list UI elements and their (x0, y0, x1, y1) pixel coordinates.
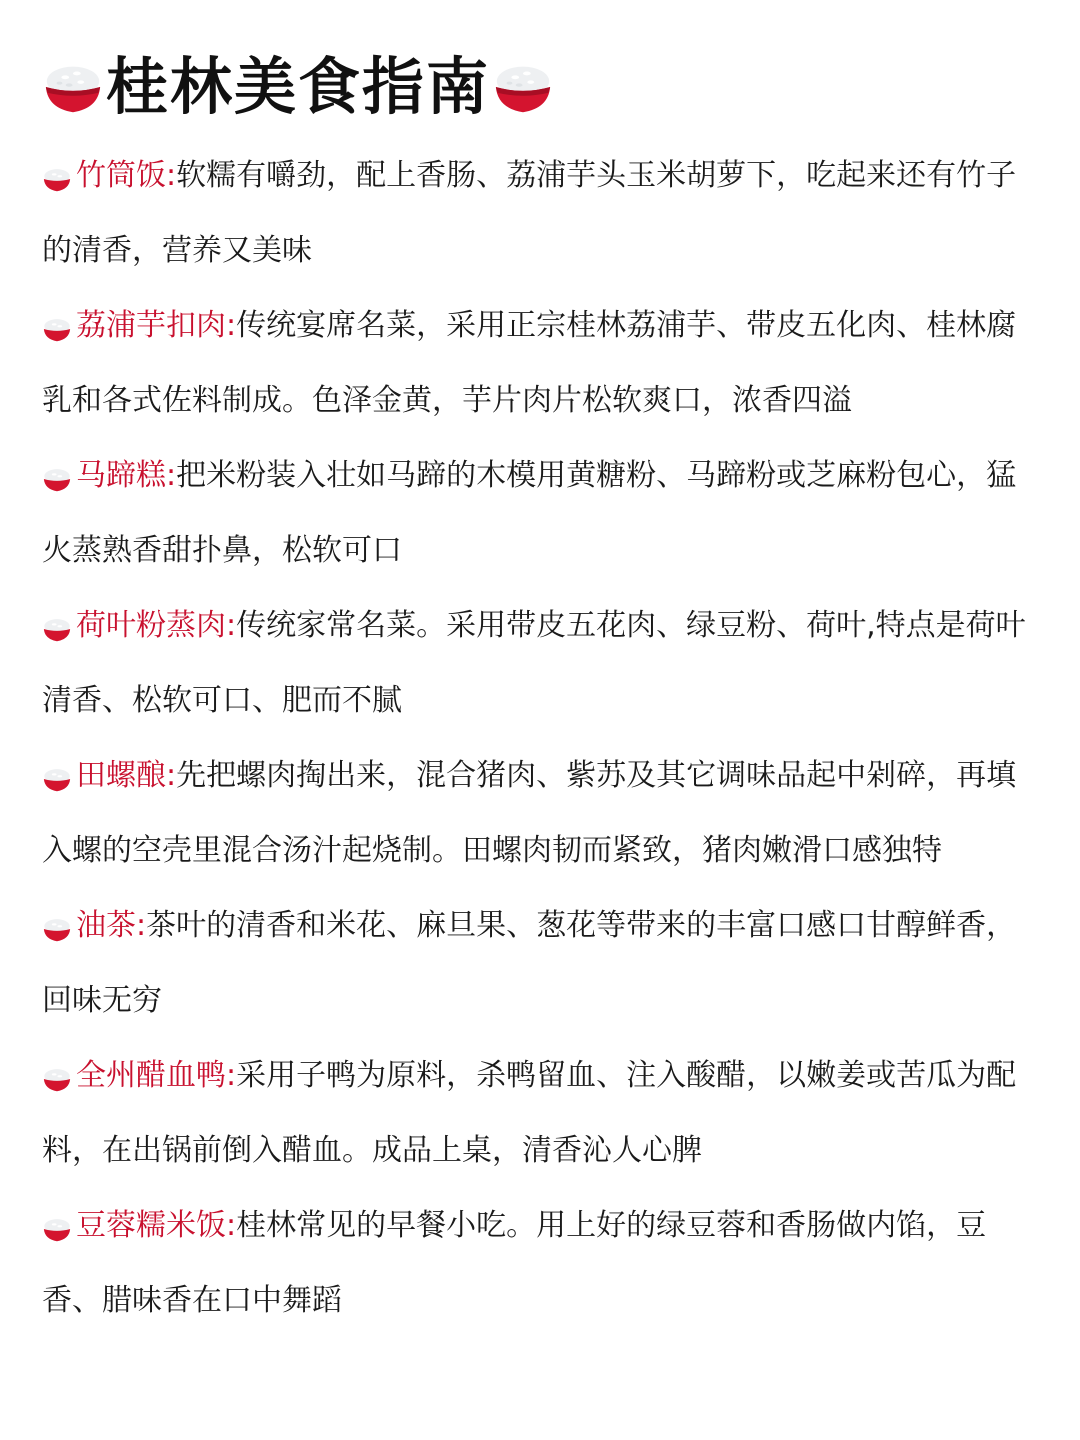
rice-bowl-icon (42, 914, 72, 944)
food-name: 荔浦芋扣肉: (76, 308, 237, 343)
food-description: 茶叶的清香和米花、麻旦果、葱花等带来的丰富口感口甘醇鲜香，回味无穷 (42, 908, 1017, 1018)
title-row (42, 42, 554, 132)
food-description: 桂林常见的早餐小吃。用上好的绿豆蓉和香肠做内馅，豆香、腊味香在口中舞蹈 (42, 1208, 987, 1318)
food-entry (42, 1188, 1042, 1338)
food-entry (42, 438, 1042, 588)
food-entry (42, 738, 1042, 888)
food-description: 传统家常名菜。采用带皮五花肉、绿豆粉、荷叶,特点是荷叶清香、松软可口、肥而不腻 (42, 608, 1026, 718)
food-name: 竹筒饭: (76, 158, 177, 193)
food-name: 豆蓉糯米饭: (76, 1208, 237, 1243)
food-list (42, 138, 1042, 1338)
rice-bowl-icon (42, 314, 72, 344)
page-title: 桂林美食指南 (106, 50, 491, 123)
food-entry (42, 888, 1042, 1038)
food-entry (42, 1038, 1042, 1188)
food-description: 先把螺肉掏出来，混合猪肉、紫苏及其它调味品起中剁碎，再填入螺的空壳里混合汤汁起烧制。田螺肉韧而紧致，猪肉嫩滑口感独特 (42, 758, 1017, 868)
food-description: 采用子鸭为原料，杀鸭留血、注入酸醋，以嫩姜或苦瓜为配料，在出锅前倒入醋血。成品上桌，清香沁人心脾 (42, 1058, 1017, 1168)
food-description: 把米粉装入壮如马蹄的木模用黄糖粉、马蹄粉或芝麻粉包心，猛火蒸熟香甜扑鼻，松软可口 (42, 458, 1017, 568)
rice-bowl-icon (42, 764, 72, 794)
food-entry (42, 138, 1042, 288)
food-name: 马蹄糕: (76, 458, 177, 493)
rice-bowl-icon (42, 56, 104, 118)
rice-bowl-icon (42, 1064, 72, 1094)
food-name: 油茶: (76, 908, 147, 943)
rice-bowl-icon (42, 1214, 72, 1244)
rice-bowl-icon (492, 56, 554, 118)
rice-bowl-icon (42, 164, 72, 194)
food-name: 田螺酿: (76, 758, 177, 793)
food-name: 荷叶粉蒸肉: (76, 608, 237, 643)
rice-bowl-icon (42, 464, 72, 494)
food-description: 传统宴席名菜，采用正宗桂林荔浦芋、带皮五化肉、桂林腐乳和各式佐料制成。色泽金黄，芋片肉片松软爽口，浓香四溢 (42, 308, 1017, 418)
food-name: 全州醋血鸭: (76, 1058, 237, 1093)
food-description: 软糯有嚼劲，配上香肠、荔浦芋头玉米胡萝下，吃起来还有竹子的清香，营养又美味 (42, 158, 1017, 268)
food-entry (42, 588, 1042, 738)
food-entry (42, 288, 1042, 438)
rice-bowl-icon (42, 614, 72, 644)
